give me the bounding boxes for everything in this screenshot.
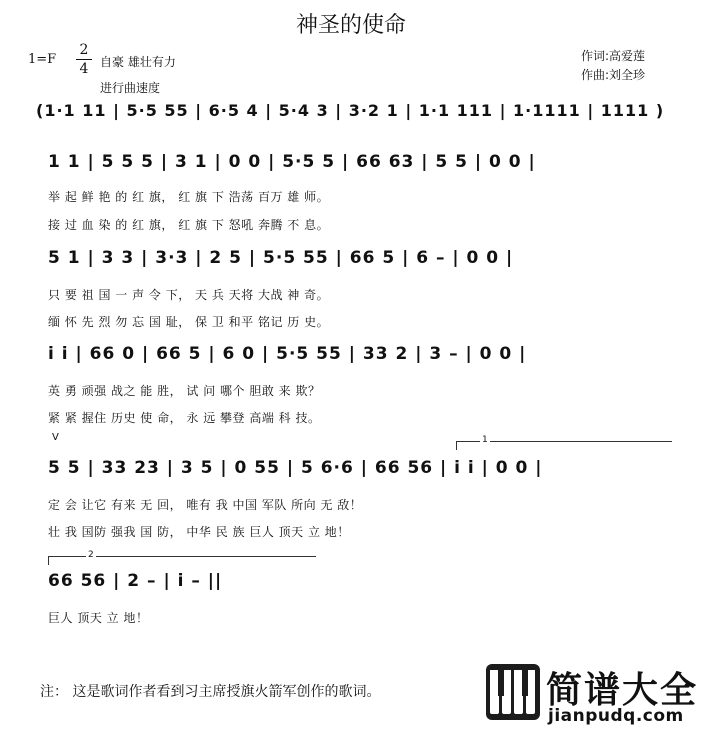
watermark-url: jianpudq.com bbox=[548, 706, 684, 726]
second-ending-number: 2 bbox=[88, 550, 94, 560]
score-line-3-verse-1: 英 勇 顽强 战之 能 胜， 试 问 哪个 胆敢 来 欺？ bbox=[48, 384, 321, 398]
score-line-3-verse-2: 紧 紧 握住 历史 使 命， 永 远 攀登 高端 科 技。 bbox=[48, 411, 321, 425]
breath-mark: V bbox=[52, 432, 59, 443]
watermark-brand: 简谱大全 bbox=[546, 670, 699, 711]
time-signature-top: 2 bbox=[79, 42, 89, 58]
time-signature-bottom: 4 bbox=[79, 61, 89, 77]
time-signature bbox=[76, 42, 92, 77]
score-line-1-verse-1: 举 起 鲜 艳 的 红 旗， 红 旗 下 浩荡 百万 雄 师。 bbox=[48, 190, 330, 204]
composer-credit: 作曲:刘全珍 bbox=[581, 68, 646, 82]
score-line-3-notes: i i | 66 0 | 66 5 | 6 0 | 5·5 55 | 33 2 | 3 – | 0 0 | bbox=[48, 344, 527, 364]
watermark-logo bbox=[486, 662, 698, 728]
page-title: 神圣的使命 bbox=[295, 13, 406, 38]
score-line-4-verse-2: 壮 我 国防 强我 国 防， 中华 民 族 巨人 顶天 立 地！ bbox=[48, 525, 350, 539]
lyricist-credit: 作词:高爱莲 bbox=[581, 49, 646, 63]
first-ending-number: 1 bbox=[482, 435, 488, 445]
score-line-4-notes: 5 5 | 33 23 | 3 5 | 0 55 | 5 6·6 | 66 56 | i i | 0 0 | bbox=[48, 458, 543, 478]
score-line-2-verse-1: 只 要 祖 国 一 声 令 下， 天 兵 天将 大战 神 奇。 bbox=[48, 288, 330, 302]
piano-icon bbox=[486, 664, 540, 720]
footnote: 注： 这是歌词作者看到习主席授旗火箭军创作的歌词。 bbox=[40, 684, 381, 700]
key-signature: 1=F bbox=[28, 52, 57, 67]
intro-notation: (1·1 11 | 5·5 55 | 6·5 4 | 5·4 3 | 3·2 1 | 1·1 111 | 1·1111 | 1111 ) bbox=[36, 101, 665, 120]
score-line-4-verse-1: 定 会 让它 有来 无 回， 唯有 我 中国 军队 所向 无 敌！ bbox=[48, 498, 363, 512]
score-line-5-notes: 66 56 | 2 – | i – || bbox=[48, 571, 223, 591]
tempo-mark: 进行曲速度 bbox=[100, 81, 161, 95]
score-line-1-notes: 1 1 | 5 5 5 | 3 1 | 0 0 | 5·5 5 | 66 63 | 5 5 | 0 0 | bbox=[48, 152, 536, 172]
expression-mark: 自豪 雄壮有力 bbox=[100, 55, 176, 69]
score-line-2-verse-2: 缅 怀 先 烈 勿 忘 国 耻， 保 卫 和平 铭记 历 史。 bbox=[48, 315, 330, 329]
time-signature-line bbox=[76, 59, 92, 60]
score-line-1-verse-2: 接 过 血 染 的 红 旗， 红 旗 下 怒吼 奔腾 不 息。 bbox=[48, 218, 330, 232]
score-line-5-verse-1: 巨人 顶天 立 地！ bbox=[48, 611, 149, 625]
score-line-2-notes: 5 1 | 3 3 | 3·3 | 2 5 | 5·5 55 | 66 5 | 6 – | 0 0 | bbox=[48, 248, 514, 268]
